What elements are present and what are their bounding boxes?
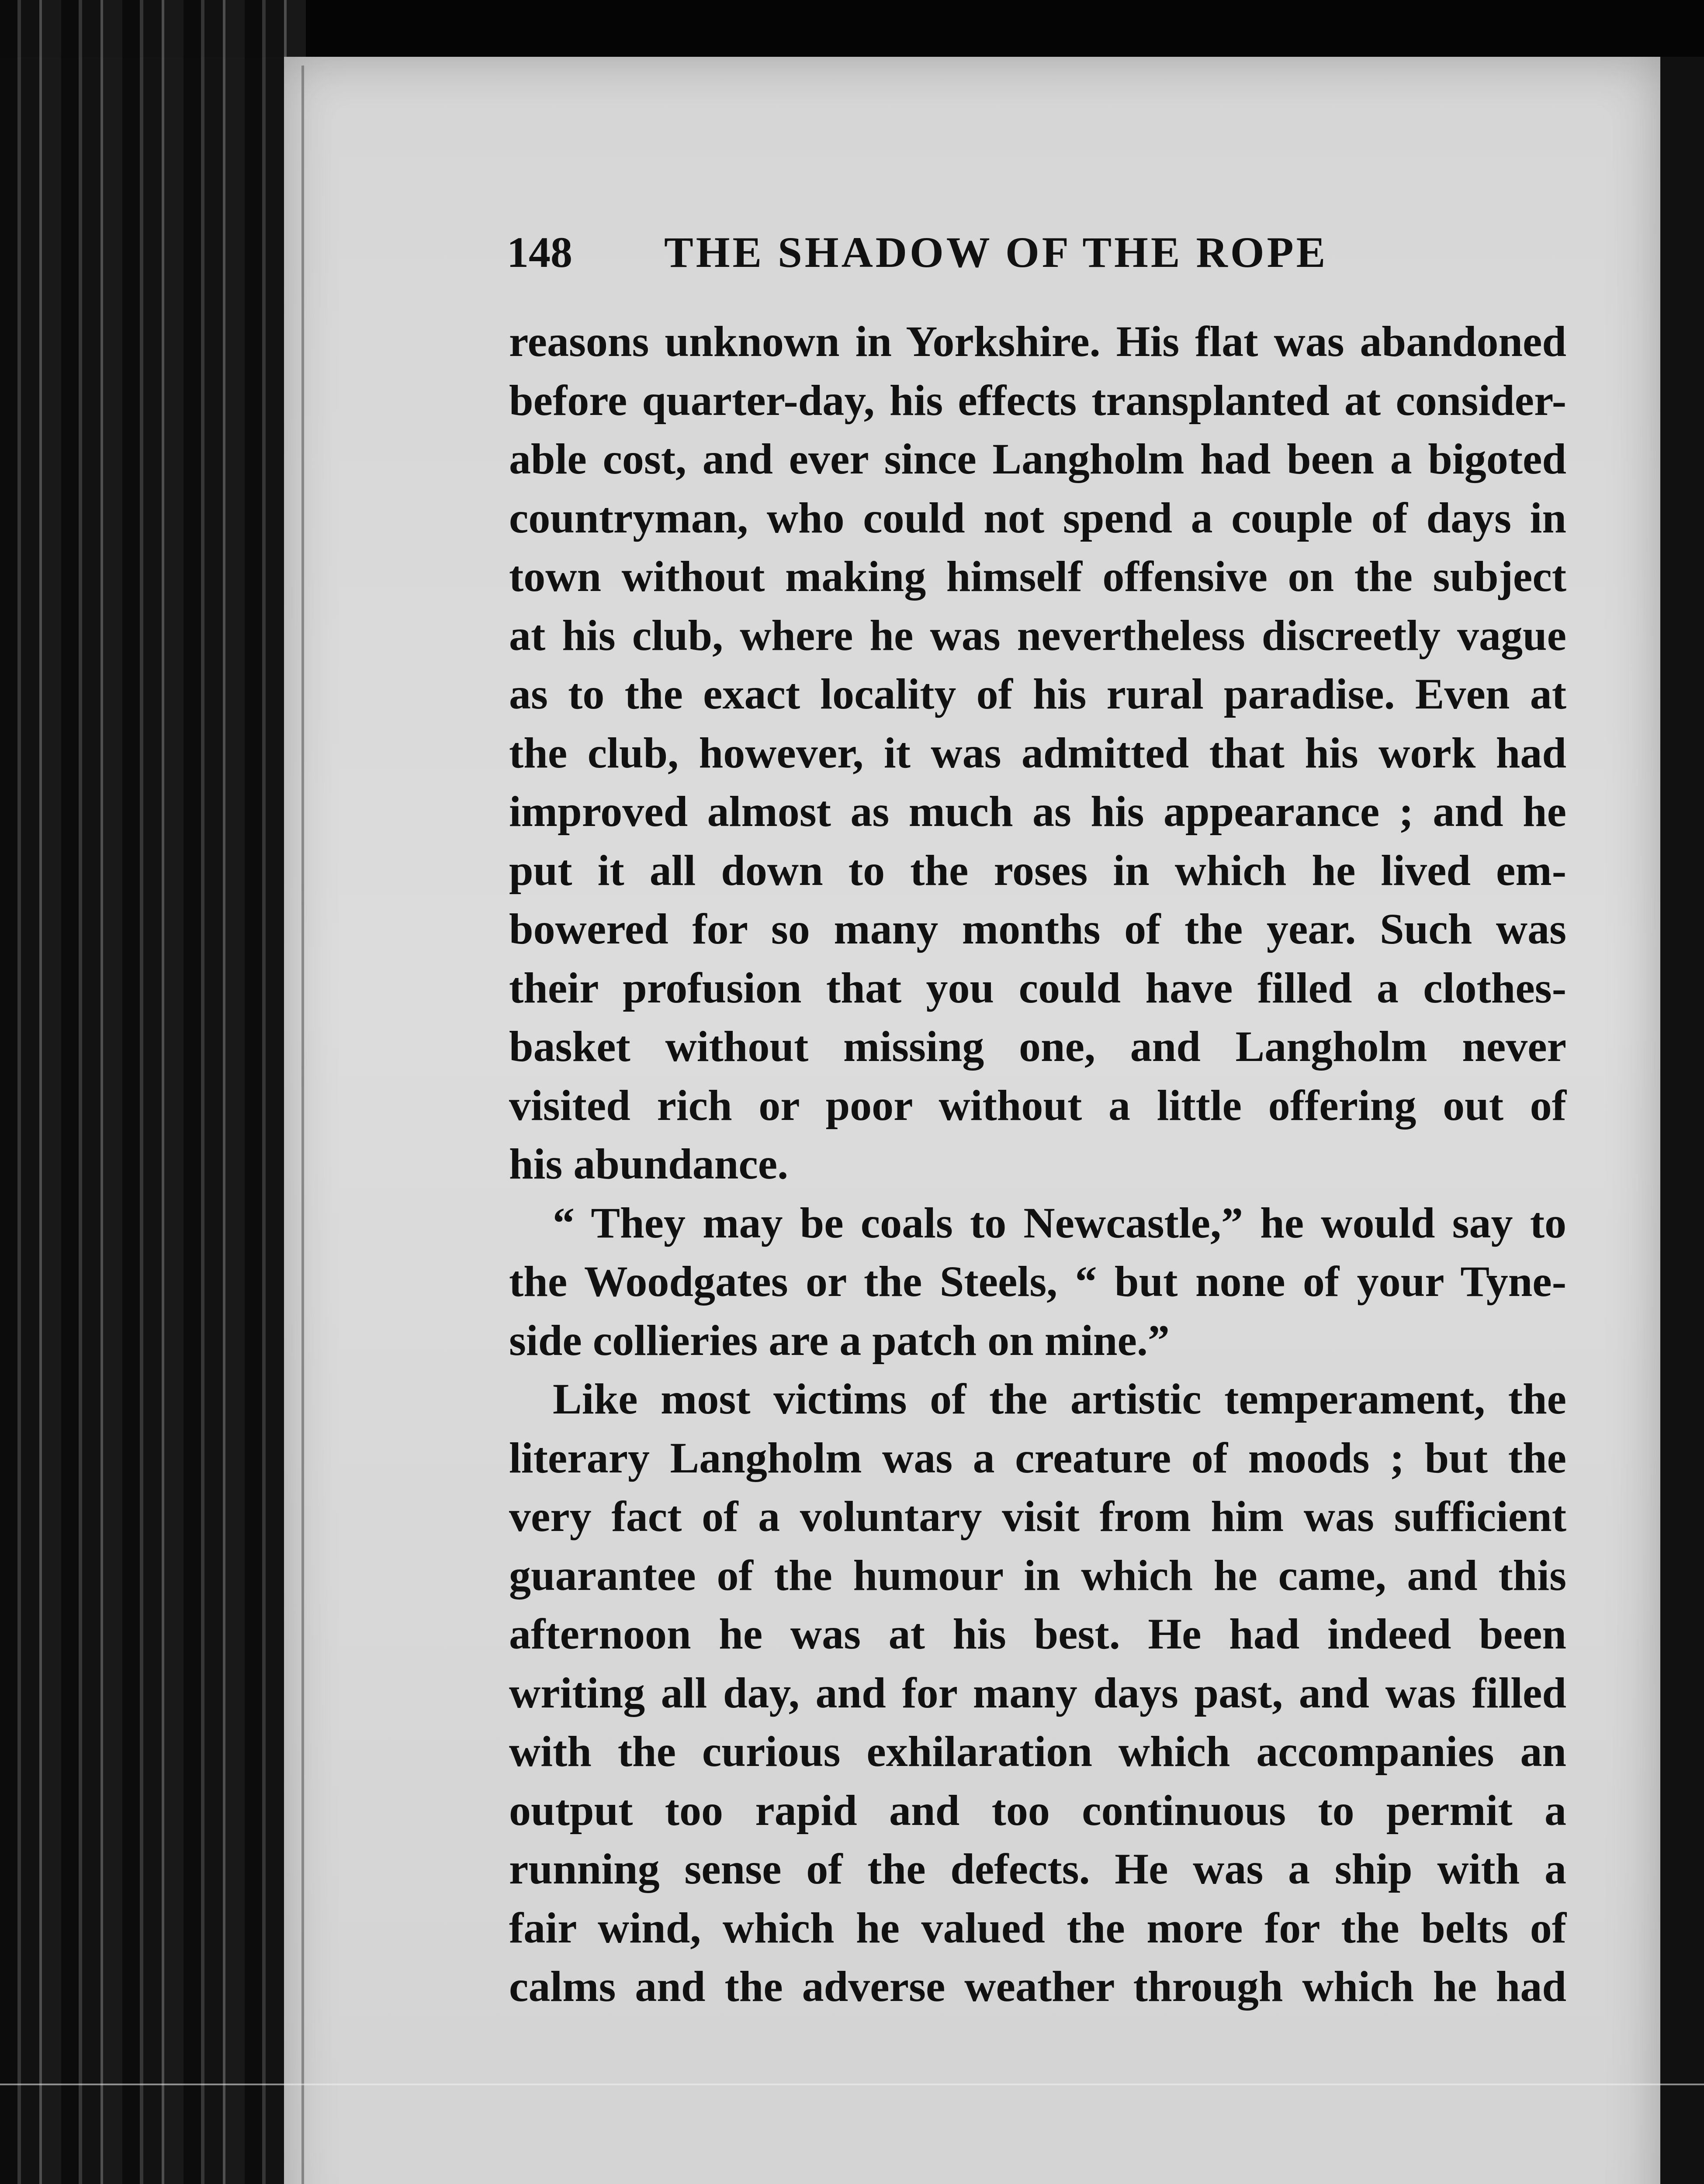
text-line: Like most victims of the artistic temperament, the (553, 1375, 1566, 1423)
text-line: as to the exact locality of his rural paradise. Even at (509, 670, 1566, 718)
text-line: afternoon he was at his best. He had indeed been (509, 1610, 1566, 1658)
text-line: visited rich or poor without a little offering out of (509, 1081, 1566, 1130)
body-text (509, 312, 1566, 2016)
text-line: writing all day, and for many days past, and was filled (509, 1668, 1566, 1717)
page-header (507, 227, 1617, 284)
text-line: able cost, and ever since Langholm had been a bigoted (509, 435, 1566, 483)
text-line: literary Langholm was a creature of moods ; but the (509, 1433, 1566, 1482)
text-line: calms and the adverse weather through which he had (509, 1962, 1566, 2011)
book-page-edges (0, 0, 306, 2184)
text-line: output too rapid and too continuous to permit a (509, 1786, 1566, 1835)
text-line: countryman, who could not spend a couple of days in (509, 493, 1566, 542)
text-line: side collieries are a patch on mine.” (509, 1316, 1170, 1365)
text-line: the club, however, it was admitted that his work had (509, 728, 1566, 777)
text-line: running sense of the defects. He was a ship with a (509, 1845, 1566, 1893)
text-line: town without making himself offensive on the subject (509, 552, 1566, 601)
text-line: his abundance. (509, 1140, 789, 1188)
text-line: their profusion that you could have filled a clothes- (509, 963, 1566, 1012)
text-line: fair wind, which he valued the more for the belts of (509, 1903, 1566, 1952)
text-line: reasons unknown in Yorkshire. His flat was abandoned (509, 317, 1566, 366)
page-number: 148 (507, 228, 572, 276)
running-title: THE SHADOW OF THE ROPE (664, 228, 1328, 276)
text-line: bowered for so many months of the year. Such was (509, 905, 1566, 953)
text-line: at his club, where he was nevertheless discreetly vague (509, 611, 1566, 660)
text-line: “ They may be coals to Newcastle,” he would say to (553, 1198, 1566, 1247)
scan-artifact-line (0, 2084, 1704, 2085)
text-line: improved almost as much as his appearance ; and he (509, 787, 1566, 836)
text-line: before quarter-day, his effects transplanted at consider- (509, 376, 1566, 425)
text-line: with the curious exhilaration which accompanies an (509, 1727, 1566, 1776)
text-line: basket without missing one, and Langholm never (509, 1022, 1566, 1071)
page-margin-shadow (301, 66, 304, 2184)
text-line: the Woodgates or the Steels, “ but none of your Tyne- (509, 1257, 1566, 1306)
text-line: put it all down to the roses in which he lived em- (509, 846, 1566, 895)
text-line: very fact of a voluntary visit from him was sufficient (509, 1492, 1566, 1541)
text-line: guarantee of the humour in which he came, and this (509, 1551, 1566, 1600)
